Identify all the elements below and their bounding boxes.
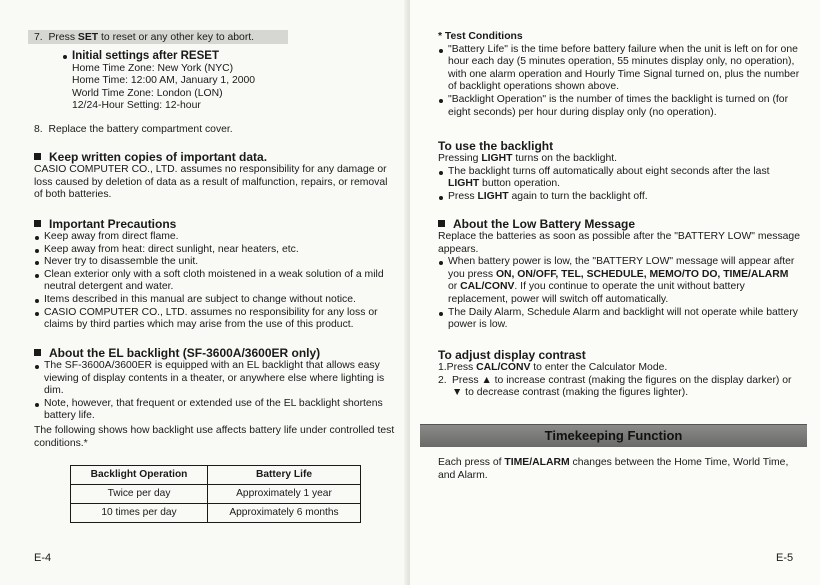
test-heading: * Test Conditions [438, 31, 523, 42]
text: button operation. [479, 178, 561, 190]
page-number: E-5 [776, 552, 794, 564]
lowbat-body: Replace the batteries as soon as possible after the "BATTERY LOW" message appears. [438, 231, 800, 255]
text: to decrease contrast (making the figures lighter). [462, 387, 689, 399]
step-text: Replace the battery compartment cover. [48, 124, 233, 135]
setting-line: Home Time Zone: New York (NYC) [72, 62, 234, 74]
list-item: "Battery Life" is the time before battery failure when the unit is left on for one hour each day (5 minutes operation, 55 minutes display only, no operation), with one alarm operation and Hourly Time Signal turned on, plus the number of backlight operations shown above. [438, 44, 800, 94]
text: Each press of [438, 457, 505, 468]
table-cell: 10 times per day [71, 504, 208, 523]
text: changes between the Home Time, World Time, and Alarm. [438, 457, 789, 481]
list-item: The Daily Alarm, Schedule Alarm and backlight will not operate while battery power is low. [438, 307, 800, 332]
initial-settings [24, 50, 392, 113]
list-item: The SF-3600A/3600ER is equipped with an EL backlight that allows easy viewing of display contents in a theater, or anywhere else where lighting is dim. [34, 360, 396, 398]
text: Press [448, 190, 478, 202]
contrast-step [438, 375, 800, 400]
key-names: CAL/CONV [460, 281, 515, 293]
list-item: Never try to disassemble the unit. [34, 256, 396, 269]
step-number: 2. [438, 374, 447, 386]
cal-conv-key: CAL/CONV [476, 362, 531, 373]
use-list [438, 166, 800, 204]
precautions-list [34, 231, 396, 332]
battery-table-wrap [70, 465, 361, 523]
list-item: Note, however, that frequent or extended use of the EL backlight shortens battery life. [34, 398, 396, 423]
step-number: 8. [34, 124, 43, 135]
list-item: Clean exterior only with a soft cloth moistened in a weak solution of a mild neutral detergent and water. [34, 269, 396, 294]
text: When battery power is low, the "BATTERY LOW" message will appear after you press [448, 256, 795, 280]
use-backlight [438, 139, 800, 203]
table-header: Backlight Operation [71, 466, 208, 485]
table-cell: Twice per day [71, 485, 208, 504]
right-page [410, 0, 820, 585]
test-conditions [438, 31, 800, 119]
precautions-section [34, 217, 396, 332]
text: or [448, 281, 461, 293]
text: Press [446, 362, 477, 373]
step-text [452, 375, 800, 400]
lowbat-list [438, 256, 800, 332]
table-header-row [71, 466, 361, 485]
use-line [438, 153, 800, 166]
table-cell: Approximately 6 months [208, 504, 361, 523]
timekeeping-banner: Timekeeping Function [420, 424, 807, 447]
time-alarm-key: TIME/ALARM [504, 457, 570, 468]
text: Pressing [438, 153, 482, 164]
step-text: Press [48, 32, 78, 43]
step-number: 7. [34, 32, 43, 43]
el-heading [34, 346, 396, 360]
list-item [438, 191, 800, 204]
el-section [34, 346, 396, 450]
copies-section [34, 150, 396, 202]
table-cell: Approximately 1 year [208, 485, 361, 504]
up-arrow-icon: ▲ [481, 374, 492, 386]
list-item [438, 256, 800, 306]
heading-text: Keep written copies of important data. [49, 150, 268, 164]
copies-body: CASIO COMPUTER CO., LTD. assumes no responsibility for any damage or loss caused by deletion of data as a result of malfunction, repairs, or removal of both batteries. [34, 164, 388, 201]
text: again to turn the backlight off. [508, 190, 648, 202]
timekeeping-body [438, 457, 800, 482]
step-8 [34, 124, 394, 137]
step-text-end: to reset or any other key to abort. [98, 32, 255, 43]
setting-line: World Time Zone: London (LON) [72, 87, 223, 99]
el-following: The following shows how backlight use affects battery life under controlled test conditions.* [34, 424, 395, 449]
el-list [34, 360, 396, 423]
text: to increase contrast (making the figures on the display darker) or [491, 374, 792, 386]
text: . If you continue to operate the unit without battery replacement, power will switch off automatically. [448, 281, 745, 305]
list-item: Keep away from direct flame. [34, 231, 396, 244]
list-item [438, 166, 800, 191]
body-text [438, 457, 800, 482]
heading-text: About the EL backlight (SF-3600A/3600ER only) [49, 346, 321, 360]
contrast-heading: To adjust display contrast [438, 348, 586, 362]
table-row [71, 485, 361, 504]
list-item: CASIO COMPUTER CO., LTD. assumes no responsibility for any loss or claims by third parties which may arise from the use of this product. [34, 307, 396, 332]
text: to enter the Calculator Mode. [530, 362, 668, 373]
page-number: E-4 [34, 552, 52, 564]
light-key: LIGHT [481, 153, 513, 164]
set-key: SET [77, 32, 99, 43]
heading-text: About the Low Battery Message [453, 217, 636, 231]
setting-line: Home Time: 12:00 AM, January 1, 2000 [72, 75, 256, 87]
setting-line: 12/24-Hour Setting: 12-hour [72, 100, 201, 112]
copies-heading [34, 150, 396, 164]
contrast-step [438, 362, 800, 375]
heading-text: Important Precautions [49, 217, 177, 231]
precautions-heading [34, 217, 396, 231]
step-7 [34, 32, 394, 45]
list-item: Items described in this manual are subject to change without notice. [34, 294, 396, 307]
text: turns on the backlight. [512, 153, 618, 164]
table-header: Battery Life [208, 466, 361, 485]
left-page [0, 0, 408, 585]
light-key: LIGHT [448, 178, 480, 190]
table-row [71, 504, 361, 523]
down-arrow-icon: ▼ [452, 387, 463, 399]
list-item: "Backlight Operation" is the number of times the backlight is turned on (for eight seconds) per hour during display only (no operation). [438, 94, 800, 119]
list-item: Keep away from heat: direct sunlight, near heaters, etc. [34, 244, 396, 257]
text: The backlight turns off automatically about eight seconds after the last [448, 165, 770, 177]
step-number: 1. [438, 362, 447, 373]
light-key: LIGHT [477, 190, 509, 202]
key-names: ON, ON/OFF, TEL, SCHEDULE, MEMO/TO DO, TIME/ALARM [495, 268, 789, 280]
text: Press [452, 374, 482, 386]
use-heading: To use the backlight [438, 139, 554, 153]
test-list [438, 44, 800, 120]
initial-settings-title: Initial settings after RESET [62, 50, 392, 63]
battery-life-table [70, 465, 361, 523]
contrast-section [438, 348, 800, 400]
lowbat-heading [438, 217, 800, 231]
low-battery-section [438, 217, 800, 332]
